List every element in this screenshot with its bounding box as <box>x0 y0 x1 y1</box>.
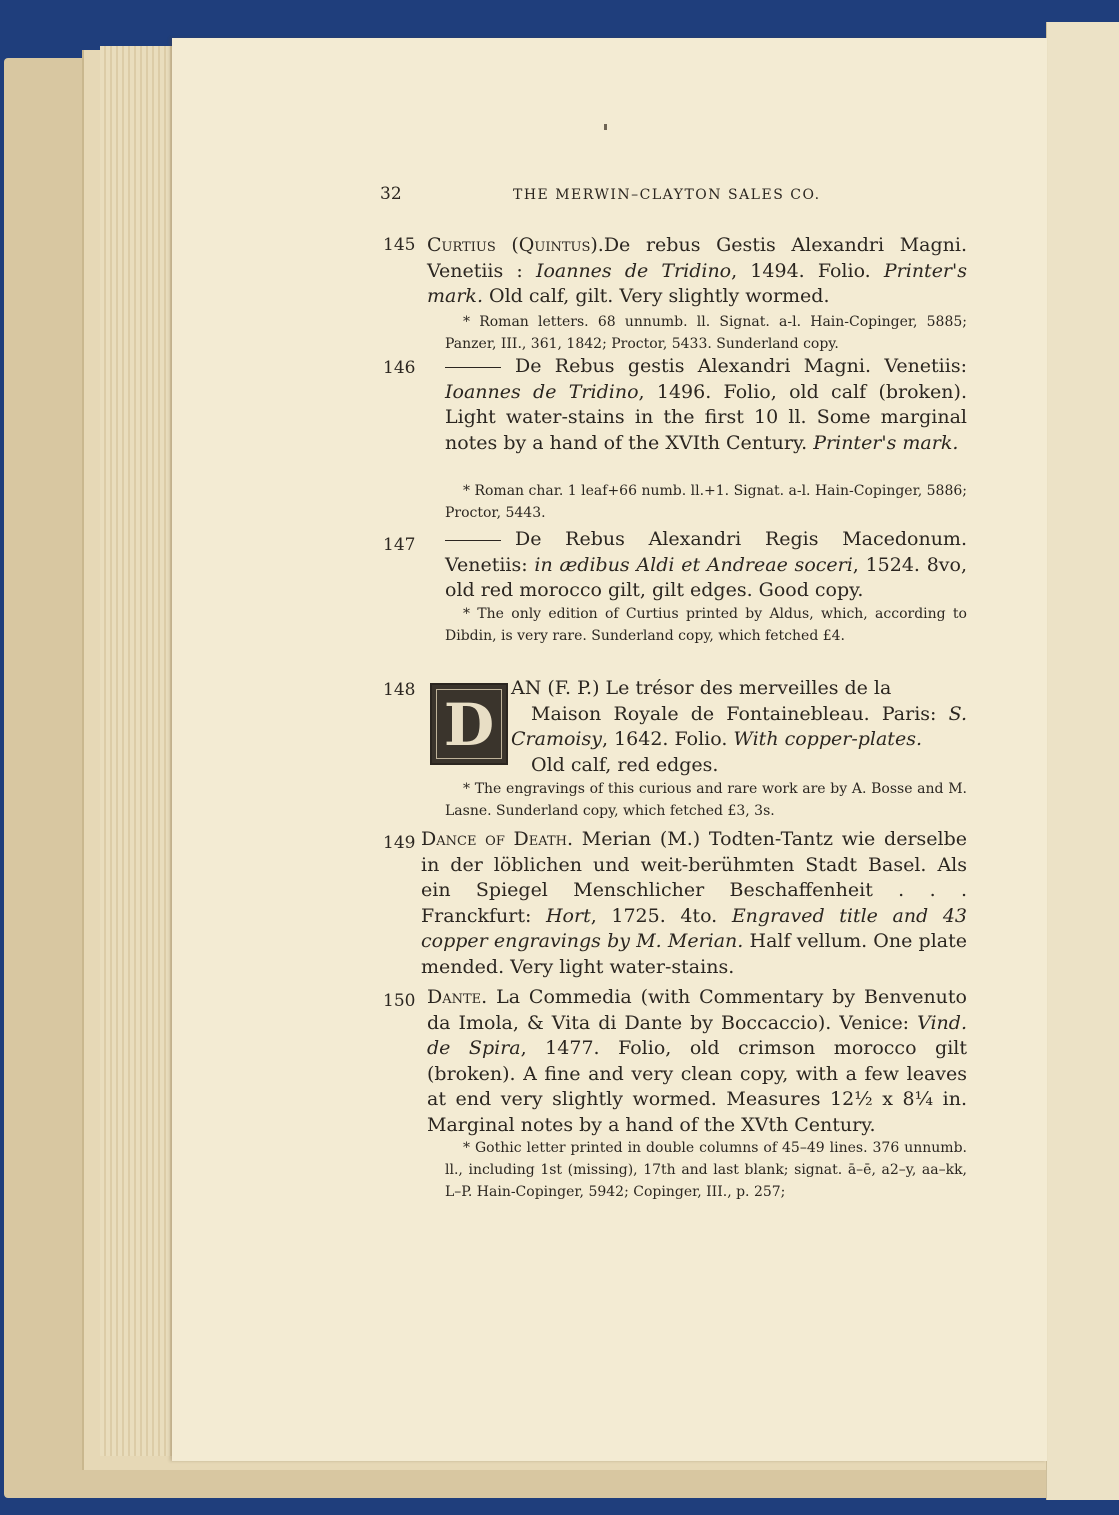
right-page-edge <box>1046 22 1119 1500</box>
entry-note: * Gothic letter printed in double columns of 45–49 lines. 376 unnumb. ll., including 1st (missing), 17th and last blank; signat. ā–ē, a2–y, aa–kk, L–P. Hain-Copinger, 5942; Copinger, III., p. 257; <box>445 1140 967 1200</box>
entry-text: Dance of Death. Merian (M.) Todten-Tantz wie derselbe in der löblichen und weit-berühmten Stadt Basel. Als ein Spiegel Menschlicher Beschaffenheit . . . Franckfurt: Hort, 1725. 4to. Engraved title and 43 copper engravings by M. Merian. Half vellum. One plate mended. Very light water-stains. <box>421 828 967 978</box>
entry-text: AN (F. P.) Le trésor des merveilles de la Maison Royale de Fontainebleau. Paris: S. Cramoisy, 1642. Folio. With copper-plates. Old calf, red edges. <box>511 677 967 776</box>
entry-text: Curtius (Quintus).De rebus Gestis Alexandri Magni. Venetiis : Ioannes de Tridino, 1494. Folio. Printer's mark. Old calf, gilt. Very slightly wormed. <box>427 234 967 307</box>
entry-number: 146 <box>383 358 416 378</box>
page-number: 32 <box>380 184 402 204</box>
entry-number: 150 <box>383 991 416 1011</box>
entry-note: * The only edition of Curtius printed by Aldus, which, according to Dibdin, is very rare. Sunderland copy, which fetched £4. <box>445 606 967 644</box>
entry-number: 147 <box>383 535 416 555</box>
entry-note: * The engravings of this curious and rare work are by A. Bosse and M. Lasne. Sunderland copy, which fetched £3, 3s. <box>445 781 967 819</box>
ditto-dash <box>445 540 501 541</box>
ornamental-initial <box>430 683 508 765</box>
entry-text: De Rebus Alexandri Regis Macedonum. Venetiis: in ædibus Aldi et Andreae soceri, 1524. 8vo, old red morocco gilt, gilt edges. Good copy. <box>445 528 967 601</box>
entry-text: De Rebus gestis Alexandri Magni. Venetiis: Ioannes de Tridino, 1496. Folio, old calf (broken). Light water-stains in the first 10 ll. Some marginal notes by a hand of the XVIth Century. Printer's mark. <box>445 355 967 454</box>
entry-number: 145 <box>383 235 416 255</box>
entry-note: * Roman char. 1 leaf+66 numb. ll.+1. Signat. a-l. Hain-Copinger, 5886; Proctor, 5443. <box>445 483 967 521</box>
entry-note: * Roman letters. 68 unnumb. ll. Signat. a-l. Hain-Copinger, 5885; Panzer, III., 361, 1842; Proctor, 5433. Sunderland copy. <box>445 314 967 352</box>
running-title: THE MERWIN–CLAYTON SALES CO. <box>513 187 821 203</box>
ditto-dash <box>445 367 501 368</box>
ink-speck <box>604 124 607 130</box>
initial-letter: D <box>443 691 495 759</box>
entry-text: Dante. La Commedia (with Commentary by Benvenuto da Imola, & Vita di Dante by Boccaccio). Venice: Vind. de Spira, 1477. Folio, old crimson morocco gilt (broken). A fine and very clean copy, with a few leaves at end very slightly wormed. Measures 12½ x 8¼ in. Marginal notes by a hand of the XVth Century. <box>427 986 967 1136</box>
entry-number: 149 <box>383 833 416 853</box>
entry-number: 148 <box>383 680 416 700</box>
running-header <box>380 186 880 210</box>
